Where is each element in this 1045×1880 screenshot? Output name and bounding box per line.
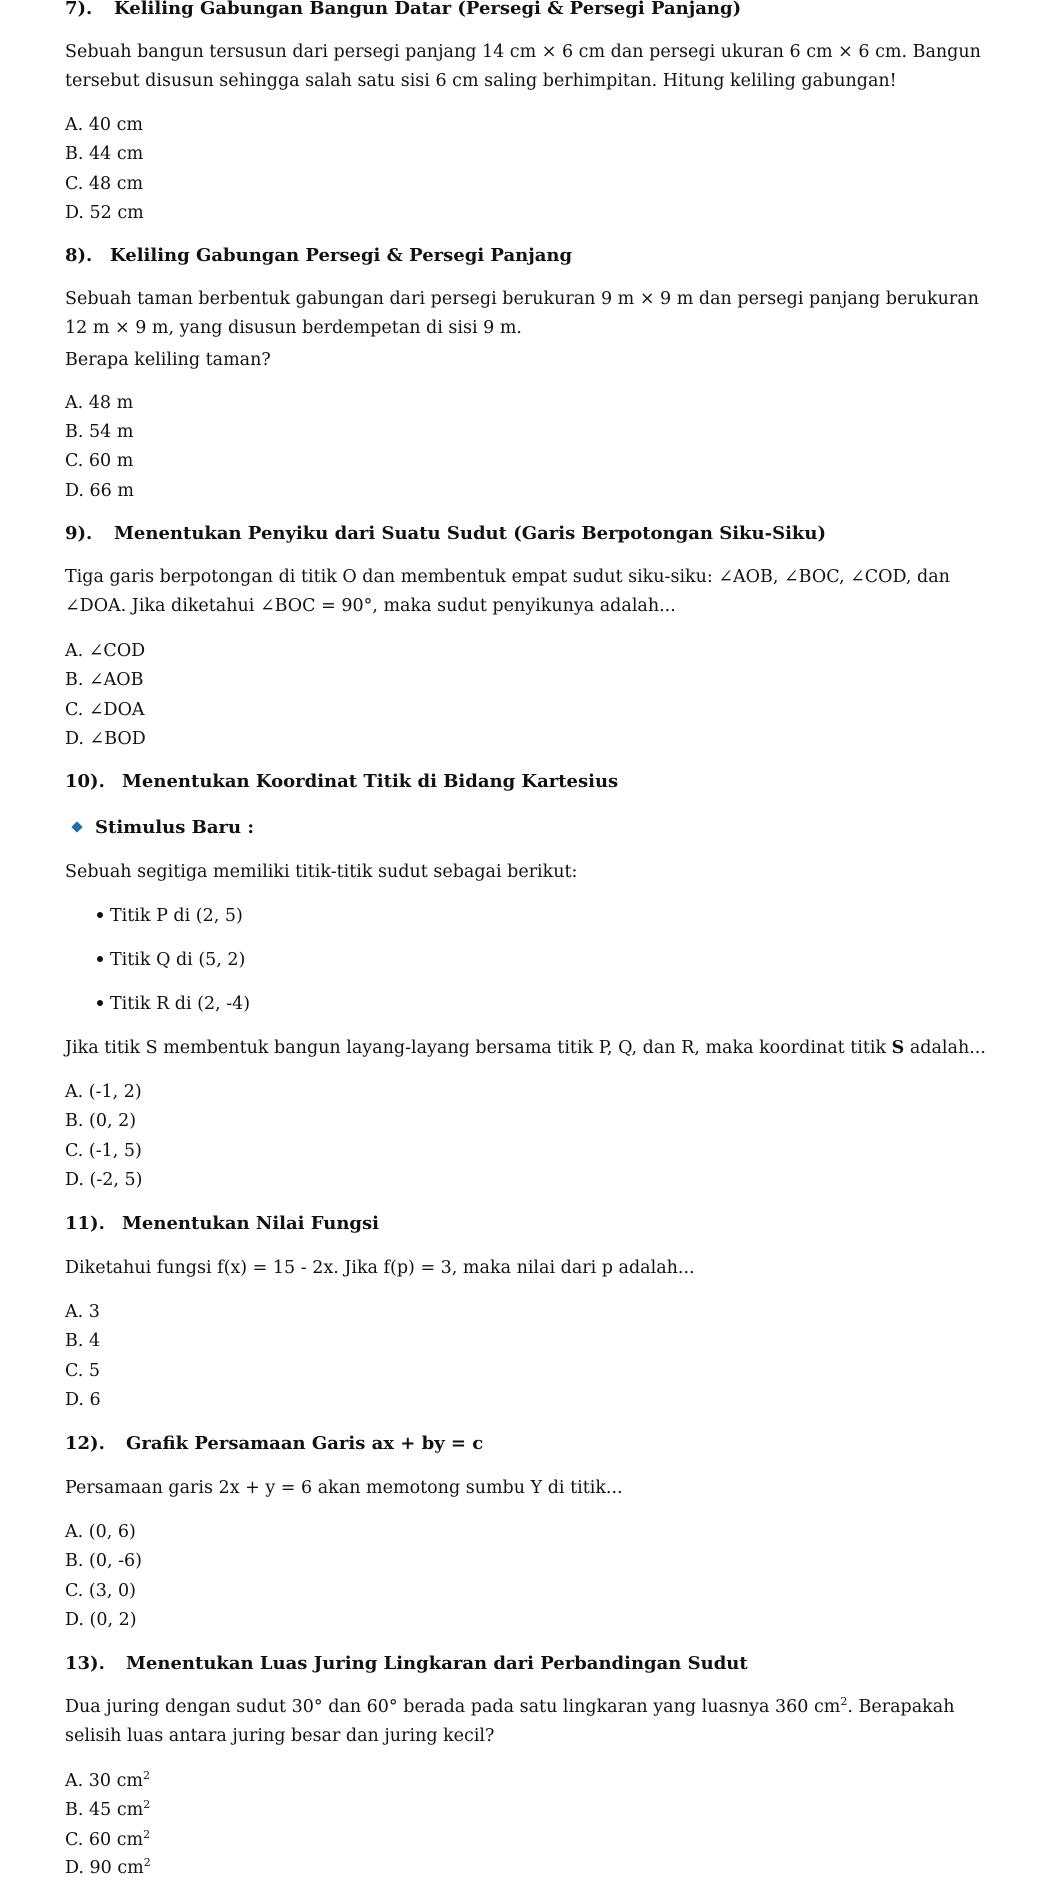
q10-point-r	[97, 994, 250, 1014]
q9-option-b: B. ∠AOB	[65, 670, 144, 690]
diamond-bullet-icon	[71, 821, 82, 832]
q13-option-d-superscript: 2	[143, 1856, 151, 1869]
q7-option-b: B. 44 cm	[65, 144, 144, 164]
q9-heading	[65, 524, 826, 544]
q8-heading	[65, 246, 572, 266]
q8-option-a: A. 48 m	[65, 393, 134, 413]
q11-option-c: C. 5	[65, 1361, 101, 1381]
q13-option-c-text: C. 60 cm	[65, 1830, 144, 1850]
q13-option-b	[65, 1800, 150, 1820]
q9-option-d: D. ∠BOD	[65, 729, 146, 749]
q10-point-p	[97, 906, 243, 926]
q12-option-a: A. (0, 6)	[65, 1522, 136, 1542]
q10-point-q-text: Titik Q di (5, 2)	[110, 950, 246, 970]
q8-number: 8).	[65, 245, 93, 266]
q13-option-a-superscript: 2	[143, 1769, 150, 1782]
q10-stimulus-label: Stimulus Baru :	[95, 817, 254, 838]
q10-heading	[65, 772, 618, 792]
q10-question-point: S	[891, 1038, 905, 1058]
q9-option-c: C. ∠DOA	[65, 700, 145, 720]
q12-option-c: C. (3, 0)	[65, 1581, 136, 1601]
q9-text: Tiga garis berpotongan di titik O dan membentuk empat sudut siku-siku: ∠AOB, ∠BOC, ∠COD, dan ∠DOA. Jika diketahui ∠BOC = 90°, maka sudut penyikunya adalah...	[65, 567, 950, 616]
q13-option-a	[65, 1771, 150, 1791]
q11-heading	[65, 1214, 379, 1234]
q10-title: Menentukan Koordinat Titik di Bidang Kartesius	[122, 771, 619, 792]
q13-heading	[65, 1654, 748, 1674]
q13-option-d-text: D. 90 cm	[65, 1858, 144, 1878]
q9-option-a: A. ∠COD	[65, 641, 146, 661]
q10-option-d: D. (-2, 5)	[65, 1170, 143, 1190]
q10-option-a: A. (-1, 2)	[65, 1082, 142, 1102]
q10-question-text: Jika titik S membentuk bangun layang-layang bersama titik P, Q, dan R, maka koordinat titik	[65, 1038, 892, 1058]
q10-stimulus	[73, 818, 254, 838]
q13-option-d	[65, 1858, 151, 1878]
q13-option-b-text: B. 45 cm	[65, 1800, 144, 1820]
q8-text: Sebuah taman berbentuk gabungan dari persegi berukuran 9 m × 9 m dan persegi panjang berukuran 12 m × 9 m, yang disusun berdempetan di sisi 9 m.	[65, 289, 979, 338]
q11-number: 11).	[65, 1213, 105, 1234]
q12-text: Persamaan garis 2x + y = 6 akan memotong sumbu Y di titik...	[65, 1478, 623, 1498]
q8-title: Keliling Gabungan Persegi & Persegi Panjang	[110, 245, 573, 266]
q11-option-d: D. 6	[65, 1390, 101, 1410]
q7-option-a: A. 40 cm	[65, 115, 143, 135]
q8-option-d: D. 66 m	[65, 481, 134, 501]
q10-option-b: B. (0, 2)	[65, 1111, 137, 1131]
q13-number: 13).	[65, 1653, 105, 1674]
q13-option-a-text: A. 30 cm	[65, 1771, 143, 1791]
q10-intro: Sebuah segitiga memiliki titik-titik sudut sebagai berikut:	[65, 862, 578, 882]
q8-option-b: B. 54 m	[65, 422, 134, 442]
q11-text: Diketahui fungsi f(x) = 15 - 2x. Jika f(p) = 3, maka nilai dari p adalah...	[65, 1258, 695, 1278]
q13-text	[65, 1693, 995, 1751]
q10-question	[65, 1038, 986, 1058]
q10-point-p-text: Titik P di (2, 5)	[110, 906, 243, 926]
q7-title: Keliling Gabungan Bangun Datar (Persegi & Persegi Panjang)	[114, 0, 742, 19]
q10-number: 10).	[65, 771, 105, 792]
bullet-icon	[97, 912, 103, 918]
q7-text: Sebuah bangun tersusun dari persegi panjang 14 cm × 6 cm dan persegi ukuran 6 cm × 6 cm. Bangun tersebut disusun sehingga salah satu sisi 6 cm saling berhimpitan. Hitung keliling gabungan!	[65, 42, 981, 91]
q13-option-c	[65, 1830, 150, 1850]
q12-heading	[65, 1434, 483, 1454]
q13-text-start: Dua juring dengan sudut 30° dan 60° berada pada satu lingkaran yang luasnya 360 cm	[65, 1697, 841, 1717]
q13-option-b-superscript: 2	[143, 1798, 151, 1811]
q11-option-b: B. 4	[65, 1331, 101, 1351]
q7-heading	[65, 0, 741, 19]
q10-point-q	[97, 950, 245, 970]
q13-option-c-superscript: 2	[143, 1828, 151, 1841]
q12-option-d: D. (0, 2)	[65, 1610, 137, 1630]
q12-option-b: B. (0, -6)	[65, 1551, 142, 1571]
q9-number: 9).	[65, 523, 93, 544]
q13-superscript: 2	[840, 1695, 848, 1708]
q8-question: Berapa keliling taman?	[65, 350, 271, 370]
q12-title: Grafik Persamaan Garis ax + by = c	[126, 1433, 484, 1454]
q10-question-end: adalah...	[904, 1038, 986, 1058]
q7-option-c: C. 48 cm	[65, 174, 144, 194]
q13-text-end: . Berapakah selisih luas antara juring besar dan juring kecil?	[65, 1697, 955, 1746]
bullet-icon	[97, 956, 103, 962]
q9-title: Menentukan Penyiku dari Suatu Sudut (Garis Berpotongan Siku-Siku)	[114, 523, 827, 544]
bullet-icon	[97, 1000, 103, 1006]
q12-number: 12).	[65, 1433, 105, 1454]
q10-option-c: C. (-1, 5)	[65, 1141, 142, 1161]
q11-title: Menentukan Nilai Fungsi	[122, 1213, 379, 1234]
q7-option-d: D. 52 cm	[65, 203, 144, 223]
q11-option-a: A. 3	[65, 1302, 100, 1322]
q7-number: 7).	[65, 0, 93, 19]
q13-title: Menentukan Luas Juring Lingkaran dari Perbandingan Sudut	[126, 1653, 748, 1674]
q8-option-c: C. 60 m	[65, 451, 134, 471]
q10-point-r-text: Titik R di (2, -4)	[110, 994, 251, 1014]
